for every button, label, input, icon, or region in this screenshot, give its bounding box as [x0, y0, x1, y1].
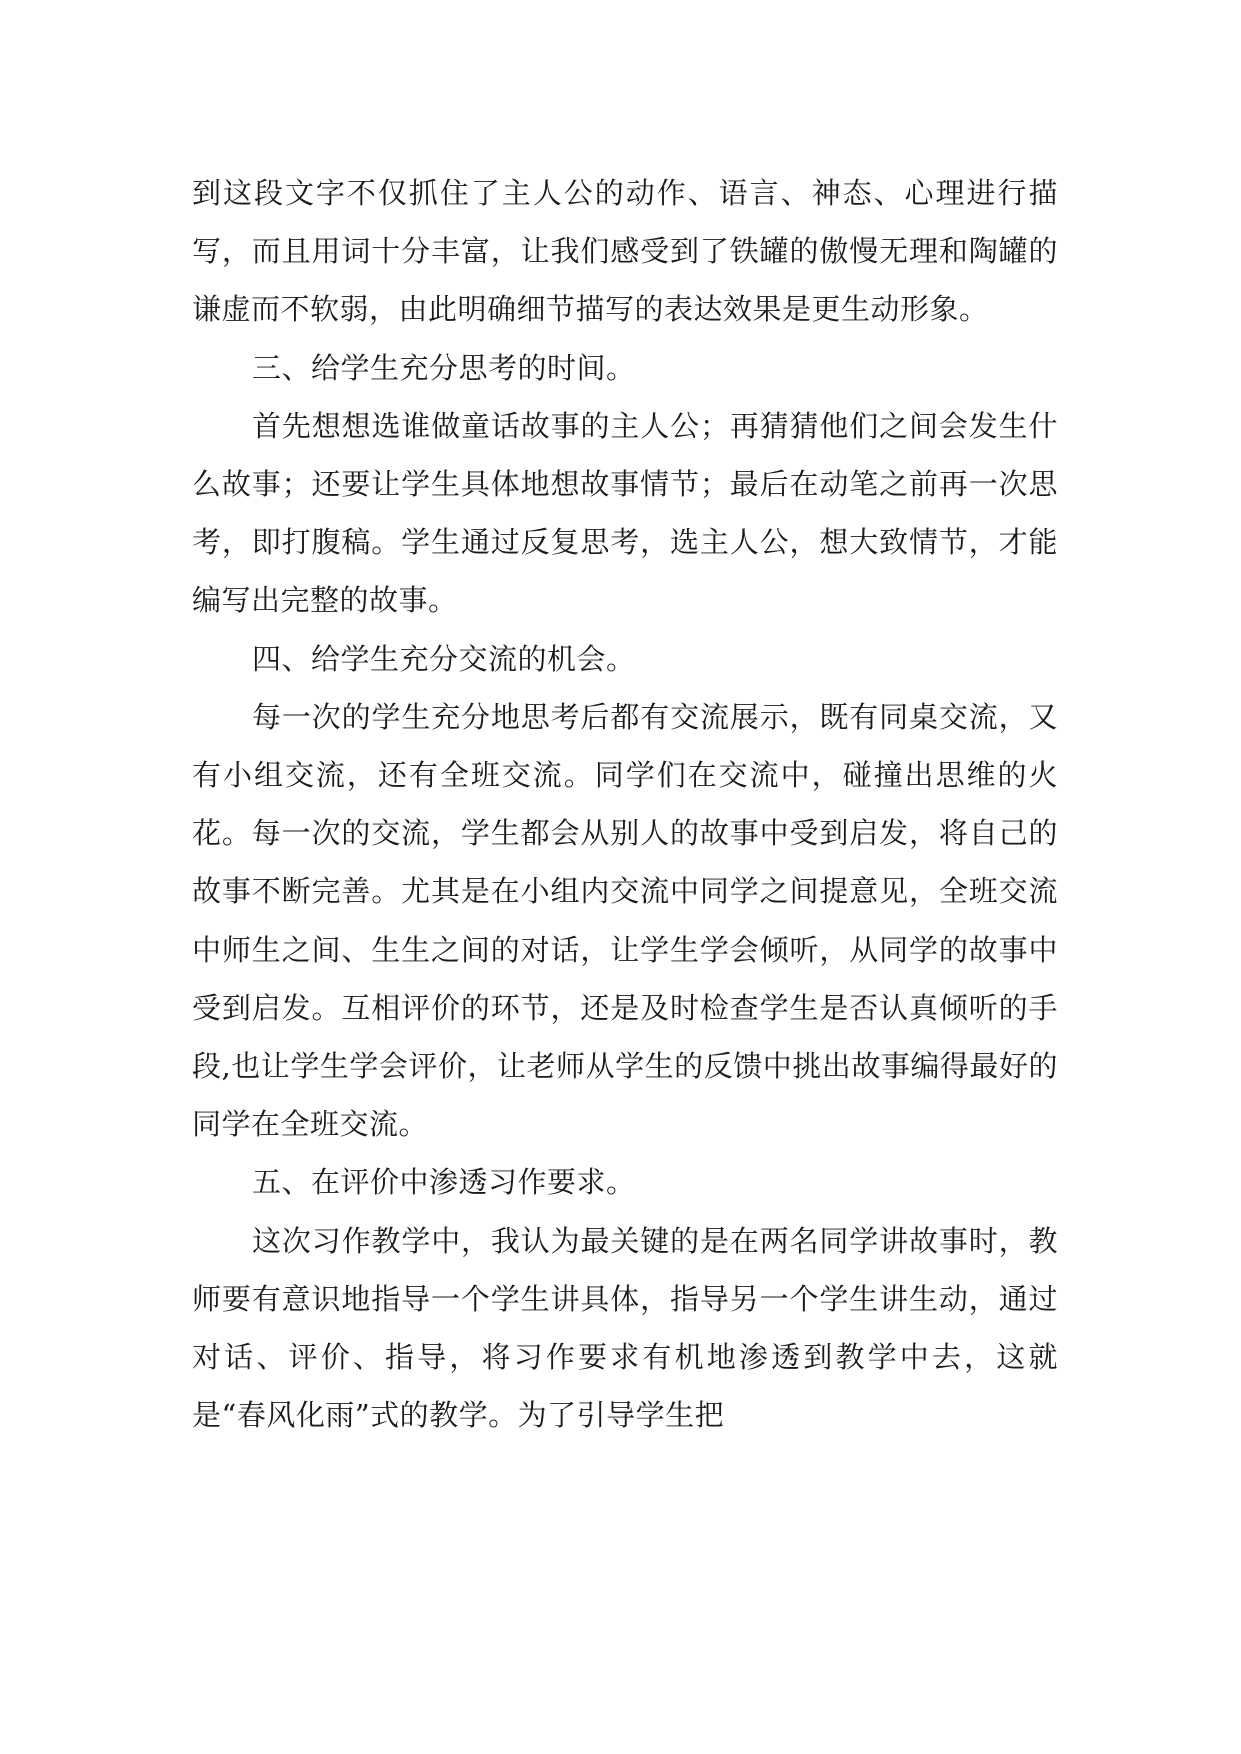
section-heading-5: 五、在评价中渗透习作要求。 — [252, 1165, 636, 1200]
paragraph-communication: 每一次的学生充分地思考后都有交流展示，既有同桌交流，又有小组交流，还有全班交流。同学们在交流中，碰撞出思维的火花。每一次的交流，学生都会从别人的故事中受到启发，将自己的故事不断完善。尤其是在小组内交流中同学之间提意见，全班交流中师生之间、生生之间的对话，让学生学会倾听，从同学的故事中受到启发。互相评价的环节，还是及时检查学生是否认真倾听的手段,也让学生学会评价，让老师从学生的反馈中挑出故事编得最好的同学在全班交流。 — [192, 699, 1058, 1142]
paragraph-continuation: 到这段文字不仅抓住了主人公的动作、语言、神态、心理进行描写，而且用词十分丰富，让我们感受到了铁罐的傲慢无理和陶罐的谦虚而不软弱，由此明确细节描写的表达效果是更生动形象。 — [192, 176, 1058, 327]
paragraph-evaluation: 这次习作教学中，我认为最关键的是在两名同学讲故事时，教师要有意识地指导一个学生讲具体，指导另一个学生讲生动，通过对话、评价、指导，将习作要求有机地渗透到教学中去，这就是“春风化雨”式的教学。为了引导学生把 — [192, 1223, 1058, 1433]
paragraph-thinking-time: 首先想想选谁做童话故事的主人公；再猜猜他们之间会发生什么故事；还要让学生具体地想故事情节；最后在动笔之前再一次思考，即打腹稿。学生通过反复思考，选主人公，想大致情节，才能编写出完整的故事。 — [192, 408, 1058, 618]
section-heading-4: 四、给学生充分交流的机会。 — [252, 641, 636, 676]
document-body — [192, 164, 1058, 1444]
section-heading-3: 三、给学生充分思考的时间。 — [252, 350, 636, 385]
